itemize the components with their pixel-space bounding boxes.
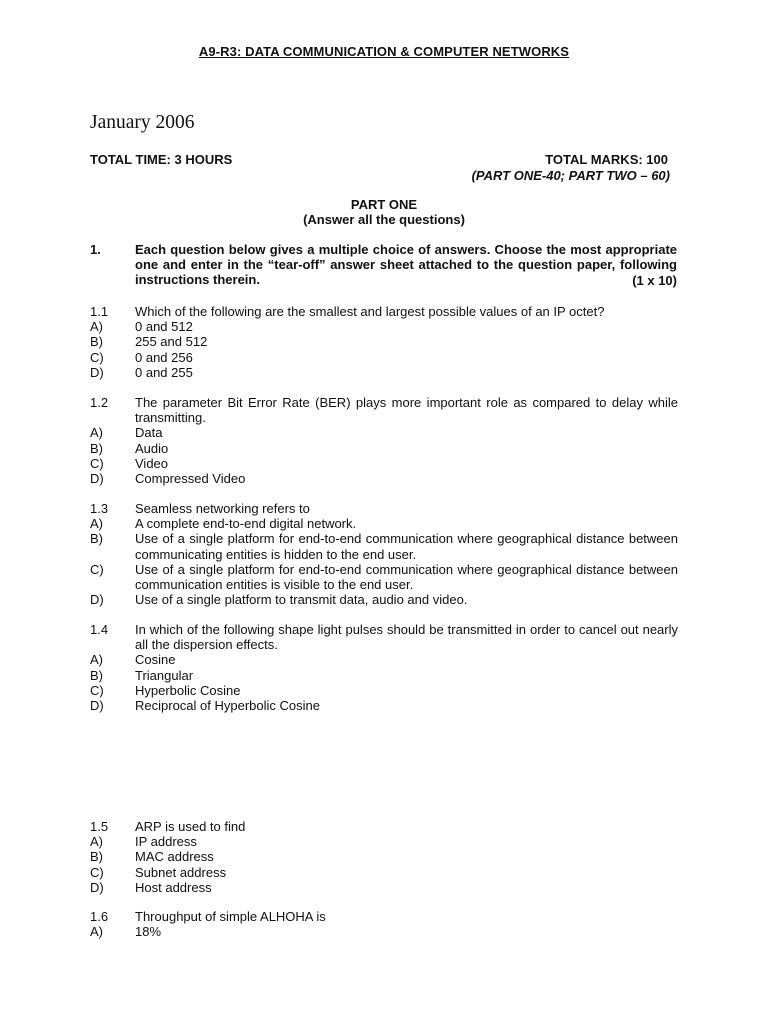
instruction-marks: (1 x 10) [632,273,677,288]
option-text: 255 and 512 [135,334,208,350]
option-c [90,350,678,365]
option-b [90,531,678,561]
option-text: Reciprocal of Hyperbolic Cosine [135,698,320,714]
question-stem [90,819,678,834]
option-label: C) [90,455,104,471]
instruction-text: Each question below gives a multiple choice of answers. Choose the most appropriate one and enter in the “tear-off” answer sheet attached to the question paper, following instructions therein. [135,242,677,288]
question-number: 1.6 [90,909,109,924]
option-text: Subnet address [135,864,227,880]
question-text: In which of the following shape light pulses should be transmitted in order to cancel out nearly all the dispersion effects. [135,622,678,653]
option-label: A) [90,516,103,532]
question-1-1 [90,304,678,380]
option-label: A) [90,425,103,441]
question-number: 1.2 [90,395,109,410]
option-a [90,834,678,849]
option-label: B) [90,531,103,547]
option-text: 0 and 256 [135,349,193,365]
option-b [90,668,678,683]
option-c [90,683,678,698]
option-c [90,456,678,471]
question-number: 1.4 [90,622,109,637]
option-label: C) [90,682,104,698]
option-c [90,562,678,592]
question-stem [90,622,678,652]
option-text: Host address [135,879,212,895]
question-text: Which of the following are the smallest and largest possible values of an IP octet? [135,304,605,319]
option-text: Triangular [135,667,194,683]
option-d [90,365,678,380]
question-text: ARP is used to find [135,819,246,834]
option-text: Hyperbolic Cosine [135,682,241,698]
option-label: A) [90,652,103,668]
option-d [90,698,678,713]
course-title [0,44,768,59]
option-text: Data [135,425,163,441]
option-b [90,849,678,864]
part-subtitle: (Answer all the questions) [303,212,465,227]
option-d [90,880,678,895]
course-title-text: A9-R3: DATA COMMUNICATION & COMPUTER NETWORKS [198,44,570,59]
option-text: 18% [135,924,162,940]
question-stem [90,501,678,516]
option-text: A complete end-to-end digital network. [135,516,357,532]
question-1-2 [90,395,678,486]
option-d [90,592,678,607]
question-text: Seamless networking refers to [135,501,310,516]
total-time: TOTAL TIME: 3 HOURS [90,152,233,167]
total-marks: TOTAL MARKS: 100 [545,152,668,167]
option-a [90,652,678,667]
option-text: Audio [135,440,169,456]
option-a [90,516,678,531]
option-label: B) [90,667,103,683]
option-label: C) [90,561,104,577]
option-label: C) [90,864,104,880]
question-1-3 [90,501,678,607]
option-text: Compressed Video [135,471,246,487]
question-number: 1.1 [90,304,109,319]
option-text: IP address [135,834,197,850]
option-label: A) [90,924,103,940]
question-1-5 [90,819,678,895]
option-text: Use of a single platform for end-to-end communication where geographical distance between communication entities is visible to the end user. [135,561,678,593]
question-text: The parameter Bit Error Rate (BER) plays more important role as compared to delay while transmitting. [135,395,678,426]
option-a [90,924,678,939]
option-text: Use of a single platform to transmit data, audio and video. [135,592,468,608]
question-stem [90,395,678,425]
option-label: A) [90,834,103,850]
exam-date: January 2006 [90,112,195,133]
option-label: C) [90,349,104,365]
question-stem [90,909,678,924]
option-label: B) [90,334,103,350]
option-label: D) [90,879,104,895]
option-text: MAC address [135,849,214,865]
question-stem [90,304,678,319]
option-text: 0 and 512 [135,319,193,335]
option-a [90,319,678,334]
question-number: 1.5 [90,819,109,834]
option-d [90,471,678,486]
option-b [90,441,678,456]
marks-breakdown: (PART ONE-40; PART TWO – 60) [471,168,670,183]
option-b [90,334,678,349]
option-label: B) [90,440,103,456]
option-label: B) [90,849,103,865]
option-c [90,865,678,880]
option-text: Cosine [135,652,176,668]
option-text: 0 and 255 [135,364,193,380]
option-text: Use of a single platform for end-to-end communication where geographical distance between communicating entities is hidden to the end user. [135,531,678,562]
option-label: A) [90,319,103,335]
question-1-4 [90,622,678,713]
part-title: PART ONE [350,197,418,212]
instruction-number: 1. [90,242,101,257]
option-a [90,425,678,440]
option-label: D) [90,364,104,380]
question-text: Throughput of simple ALHOHA is [135,909,326,924]
option-label: D) [90,698,104,714]
option-text: Video [135,455,169,471]
option-label: D) [90,471,104,487]
question-number: 1.3 [90,501,109,516]
option-label: D) [90,592,104,608]
question-1-6 [90,909,678,939]
